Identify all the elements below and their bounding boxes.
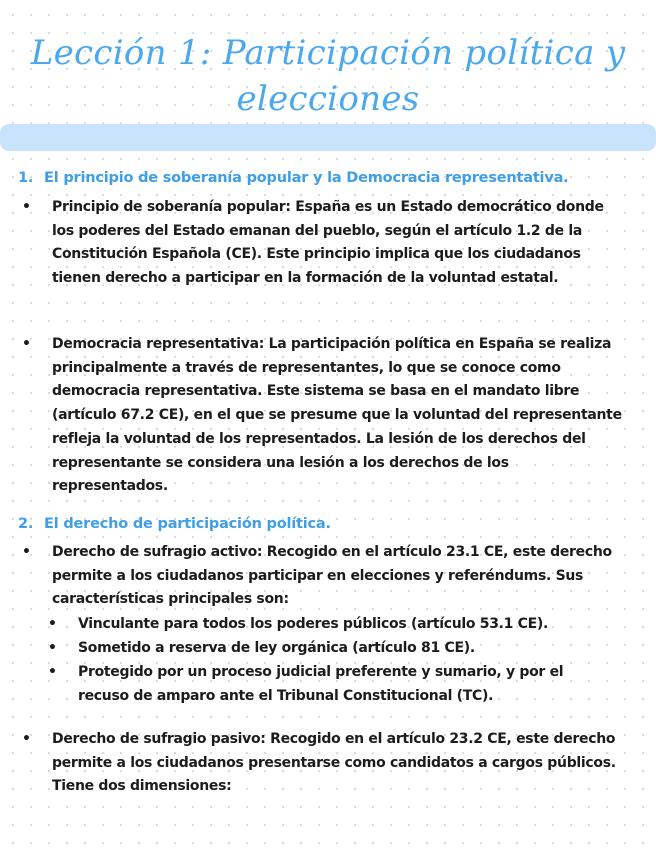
section-2-subbullet-3 xyxy=(48,661,618,708)
bullet-text: Vinculante para todos los poderes públicos (artículo 53.1 CE). xyxy=(78,616,549,632)
section-2-title: El derecho de participación política. xyxy=(44,516,331,532)
title-underline-band xyxy=(0,124,656,151)
title-line-1: Lección 1: Participación política y xyxy=(30,33,626,73)
page-title xyxy=(0,30,656,122)
section-1-bullet-1 xyxy=(22,196,622,291)
bullet-dot: • xyxy=(22,199,31,215)
section-2-subbullet-1 xyxy=(48,613,618,637)
bullet-dot: • xyxy=(22,731,31,747)
bullet-text: Democracia representativa: La participación política en España se realiza principalmente a través de representantes, lo que se conoce como democracia representativa. Este sistema se basa en el mandato libre (artículo 67.2 CE), en el que se presume que la voluntad del representante refleja la voluntad de los representados. La lesión de los derechos del representante se considera una lesión a los derechos de los representados. xyxy=(52,336,622,495)
bullet-text: Derecho de sufragio pasivo: Recogido en el artículo 23.2 CE, este derecho permite a los ciudadanos presentarse como candidatos a cargos públicos. Tiene dos dimensiones: xyxy=(52,731,616,795)
bullet-dot: • xyxy=(48,640,57,656)
bullet-dot: • xyxy=(48,664,57,680)
section-2-bullet-2 xyxy=(22,728,622,799)
bullet-dot: • xyxy=(22,336,31,352)
bullet-text: Derecho de sufragio activo: Recogido en el artículo 23.1 CE, este derecho permite a los ciudadanos participar en elecciones y referéndums. Sus características principales son: xyxy=(52,544,612,608)
section-1-heading xyxy=(18,170,568,186)
bullet-dot: • xyxy=(22,544,31,560)
section-2-heading xyxy=(18,516,331,532)
section-2-bullet-1 xyxy=(22,541,622,612)
section-1-number: 1. xyxy=(18,170,34,186)
section-1-bullet-2 xyxy=(22,333,622,499)
title-line-2: elecciones xyxy=(236,79,420,119)
section-2-number: 2. xyxy=(18,516,34,532)
bullet-text: Principio de soberanía popular: España es un Estado democrático donde los poderes del Estado emanan del pueblo, según el artículo 1.2 de la Constitución Española (CE). Este principio implica que los ciudadanos tienen derecho a participar en la formación de la voluntad estatal. xyxy=(52,199,604,287)
section-1-title: El principio de soberanía popular y la Democracia representativa. xyxy=(44,170,569,186)
section-2-subbullet-2 xyxy=(48,637,618,661)
bullet-text: Sometido a reserva de ley orgánica (artículo 81 CE). xyxy=(78,640,475,656)
bullet-dot: • xyxy=(48,616,57,632)
bullet-text: Protegido por un proceso judicial preferente y sumario, y por el recuso de amparo ante el Tribunal Constitucional (TC). xyxy=(78,664,564,704)
